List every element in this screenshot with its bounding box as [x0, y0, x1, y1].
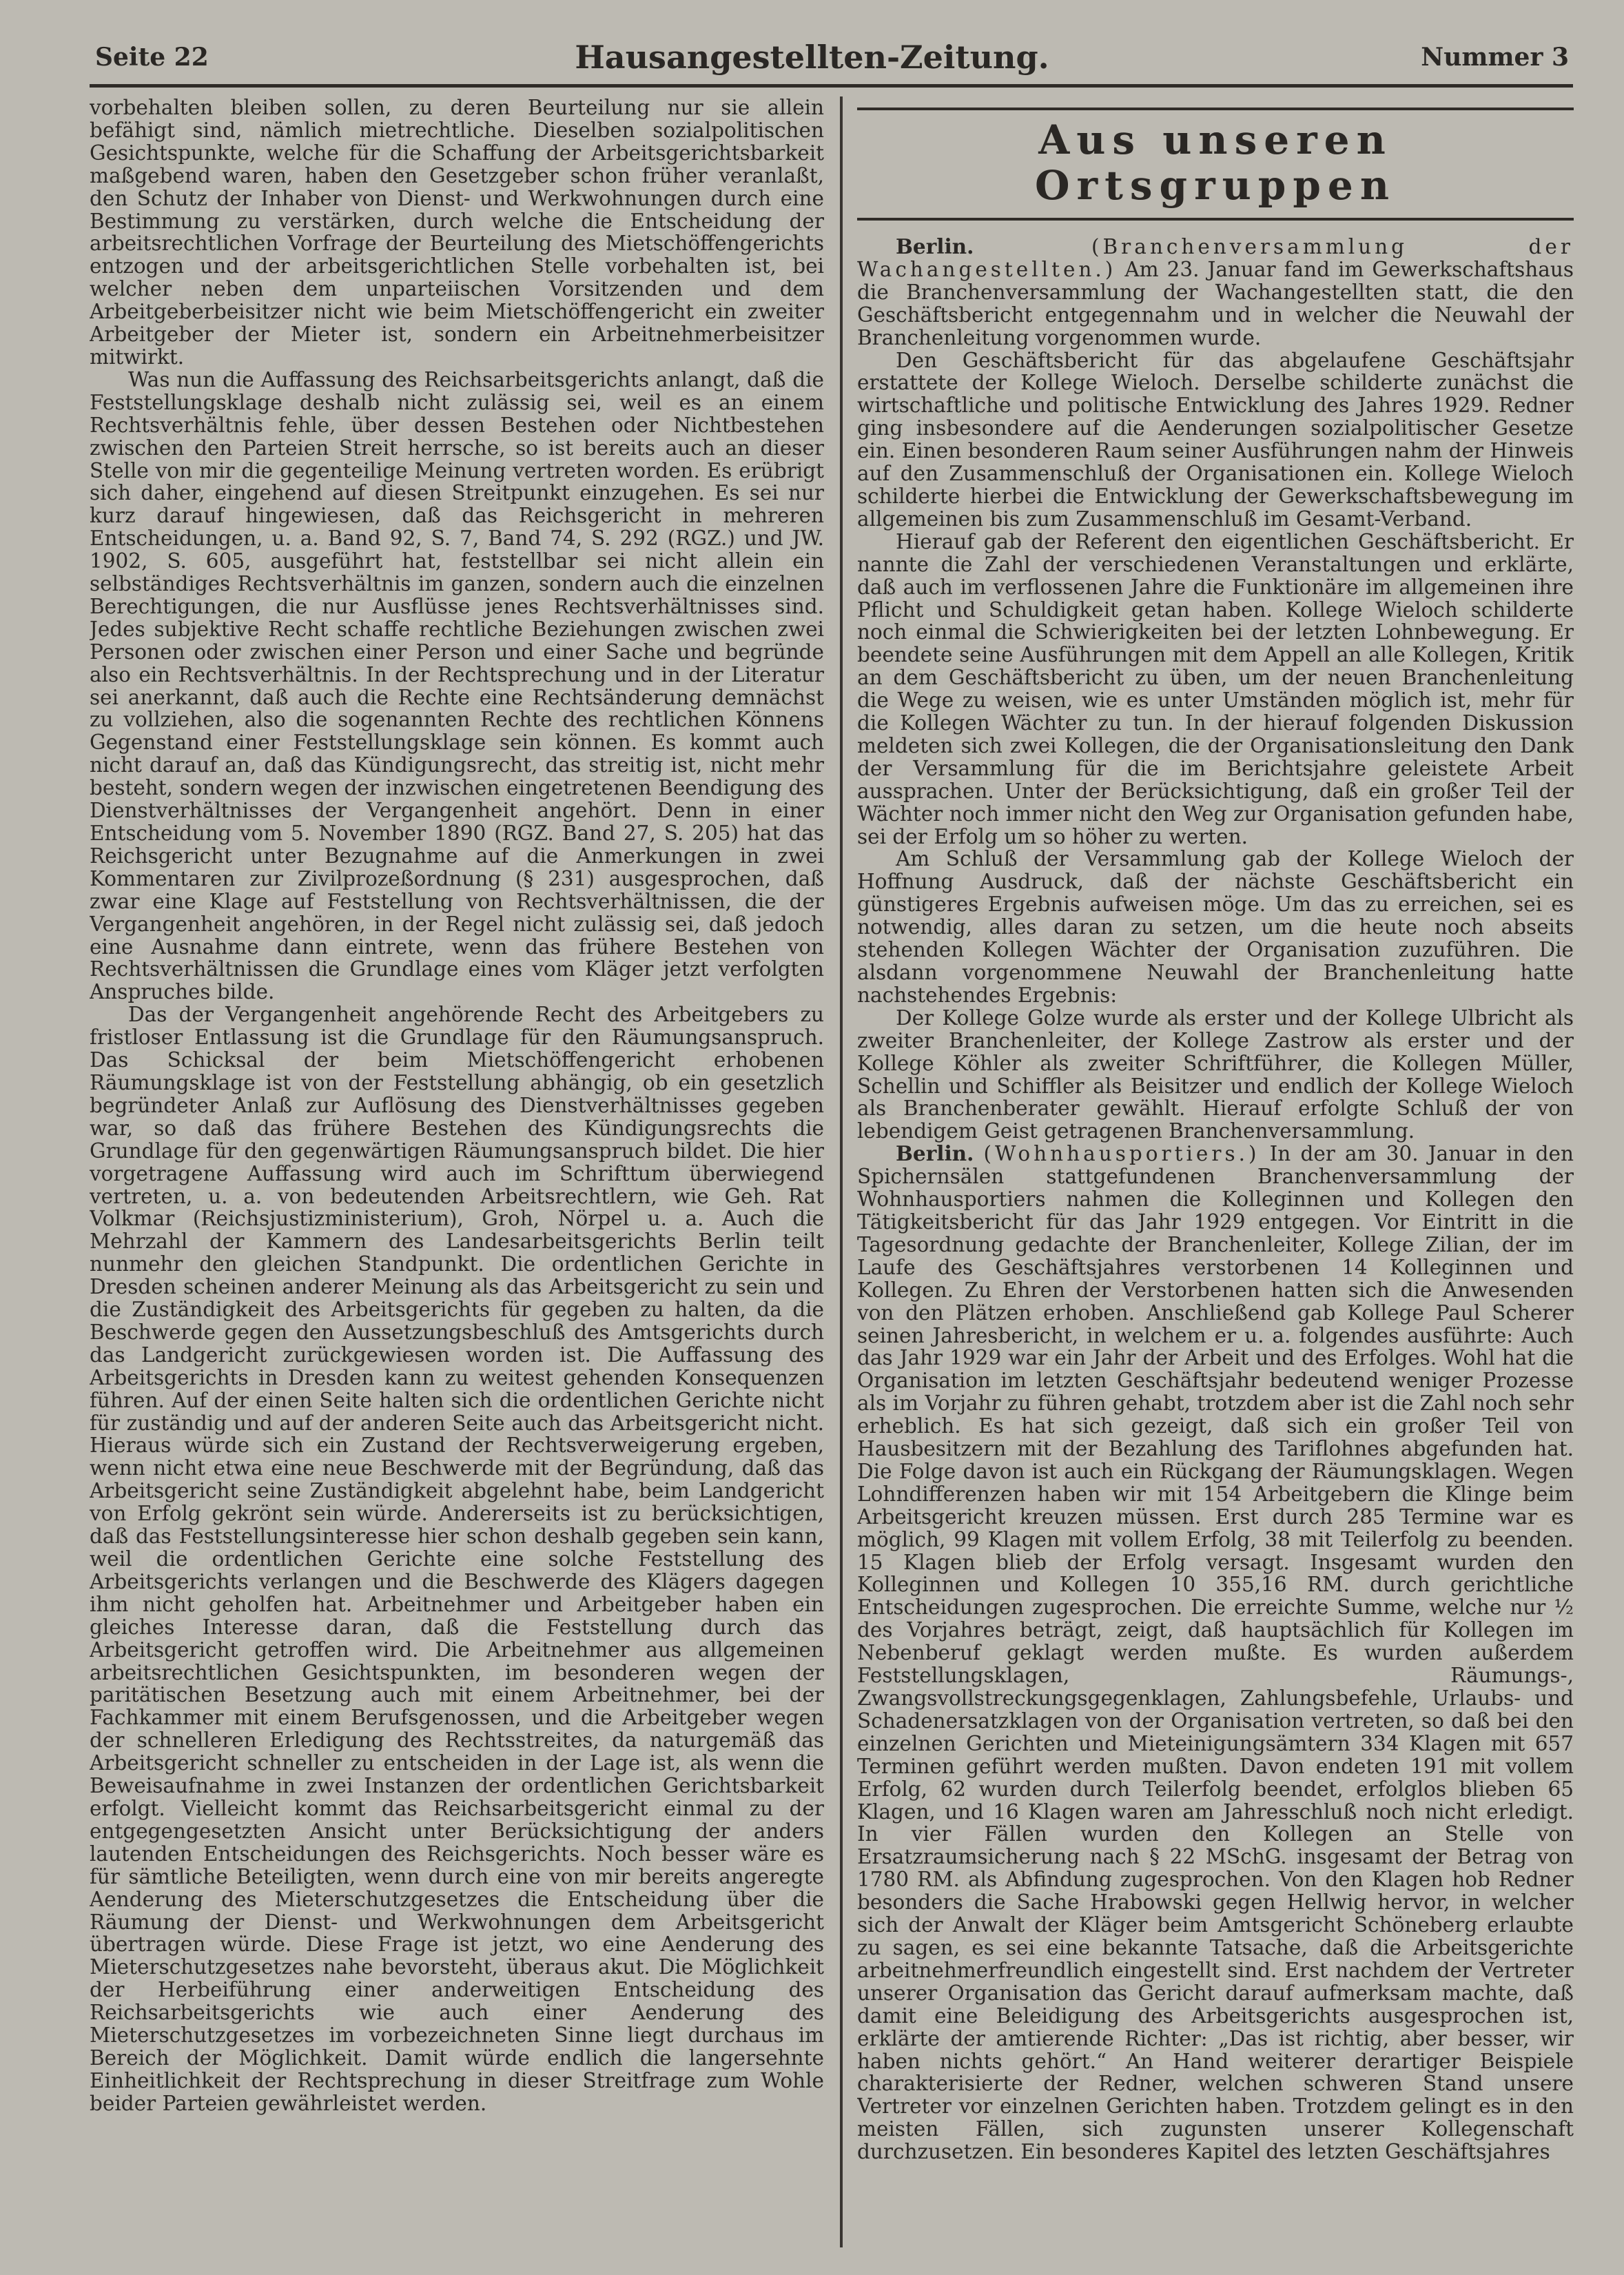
report-paragraph	[857, 848, 1574, 1006]
left-column	[90, 96, 824, 2267]
newspaper-title: Hausangestellten-Zeitung.	[575, 39, 1049, 76]
issue-number: Nummer 3	[1421, 43, 1569, 72]
article-paragraph: vorbehalten bleiben sollen, zu deren Beurteilung nur sie allein befähigt sind, nämlich mietrechtliche. Dieselben sozialpolitischen Gesichtspunkte, welche für die Schaffung der Arbeitsgerichtsbarkeit maßgebend waren, haben den Gesetzgeber schon früher veranlaßt, den Schutz der Inhaber von Dienst- und Werkwohnungen durch eine Bestimmung zu verstärken, durch welche die Entscheidung der arbeitsrechtlichen Vorfrage der Beurteilung des Mietschöffengerichts entzogen und der arbeitsgerichtlichen Stelle vorbehalten ist, bei welcher neben dem unparteiischen Vorsitzenden und dem Arbeitgeberbeisitzer nicht wie beim Mietschöffengericht ein zweiter Arbeitgeber der Mieter ist, sondern ein Arbeitnehmerbeisitzer mitwirkt.	[90, 96, 824, 369]
report-paragraph	[857, 1007, 1574, 1143]
report-paragraph	[857, 531, 1574, 848]
report-city: Berlin.	[896, 234, 974, 258]
report-text: Der Kollege Golze wurde als erster und der Kollege Ulbricht als zweiter Branchenleiter, der Kollege Zastrow als erster und der Kollege Köhler als zweiter Schriftführer, die Kollegen Müller, Schellin und Schiffler als Beisitzer und endlich der Kollege Wieloch als Branchenberater gewählt. Hierauf erfolgte Schluß der von lebendigem Geist getragenen Branchenversammlung.	[857, 1006, 1574, 1143]
report-text: Am Schluß der Versammlung gab der Kollege Wieloch der Hoffnung Ausdruck, daß der nächste Geschäftsbericht ein günstigeres Ergebnis aufweisen möge. Um das zu erreichen, sei es notwendig, alles daran zu setzen, um die heute noch abseits stehenden Kollegen Wächter der Organisation zuzuführen. Die alsdann vorgenommene Neuwahl der Branchenleitung hatte nachstehendes Ergebnis:	[857, 847, 1574, 1007]
report-text: Den Geschäftsbericht für das abgelaufene Geschäftsjahr erstattete der Kollege Wieloch. Derselbe schilderte zunächst die wirtschaftliche und politische Entwicklung des Jahres 1929. Redner ging insbesondere auf die Aenderungen sozialpolitischer Gesetze ein. Einen besonderen Raum seiner Ausführungen nahm der Hinweis auf den Zusammenschluß der Organisationen ein. Kollege Wieloch schilderte hierbei die Entwicklung der Gewerkschaftsbewegung im allgemeinen bis zum Zusammenschluß im Gesamt-Verband.	[857, 348, 1574, 531]
header-rule	[90, 84, 1573, 88]
right-column	[857, 96, 1574, 2267]
report-city: Berlin.	[896, 1141, 974, 1166]
page-number: Seite 22	[95, 43, 209, 72]
report-text: In der am 30. Januar in den Spichernsälen stattgefundenen Branchenversammlung der Wohnhausportiers nahmen die Kolleginnen und Kollegen den Tätigkeitsbericht für das Jahr 1929 entgegen. Vor Eintritt in die Tagesordnung gedachte der Branchenleiter, Kollege Zilian, der im Laufe des Geschäftsjahres verstorbenen 14 Kolleginnen und Kollegen. Zu Ehren der Verstorbenen hatten sich die Anwesenden von den Plätzen erhoben. Anschließend gab Kollege Paul Scherer seinen Jahresbericht, in welchem er u. a. folgendes ausführte: Auch das Jahr 1929 war ein Jahr der Arbeit und des Erfolges. Wohl hat die Organisation im letzten Geschäftsjahr bedeutend weniger Prozesse als im Vorjahr zu führen gehabt, trotzdem aber ist die Zahl noch sehr erheblich. Es hat sich gezeigt, daß sich ein großer Teil von Hausbesitzern mit der Bezahlung des Tariflohnes abgefunden hat. Die Folge davon ist auch ein Rückgang der Räumungsklagen. Wegen Lohndifferenzen haben wir mit 154 Arbeitgebern die Klinge beim Arbeitsgericht kreuzen müssen. Erst durch 285 Termine war es möglich, 99 Klagen mit vollem Erfolg, 38 mit Teilerfolg zu beenden. 15 Klagen blieb der Erfolg versagt. Insgesamt wurden den Kolleginnen und Kollegen 10 355,16 RM. durch gerichtliche Entscheidungen zugesprochen. Die erreichte Summe, welche nur ½ des Vorjahres beträgt, zeigt, daß hauptsächlich für Kollegen im Nebenberuf geklagt werden mußte. Es wurden außerdem Feststellungsklagen, Räumungs-, Zwangsvollstreckungsgegenklagen, Zahlungsbefehle, Urlaubs- und Schadenersatzklagen von der Organisation vertreten, so daß bei den einzelnen Gerichten und Mieteinigungsämtern 334 Klagen mit 657 Terminen geführt werden mußten. Davon endeten 191 mit vollem Erfolg, 62 wurden durch Teilerfolg beendet, erfolglos blieben 65 Klagen, und 16 Klagen waren am Jahresschluß noch nicht erledigt. In vier Fällen wurden den Kollegen an Stelle von Ersatzraumsicherung nach § 22 MSchG. insgesamt der Betrag von 1780 RM. als Abfindung zugesprochen. Von den Klagen hob Redner besonders die Sache Hrabowski gegen Hellwig hervor, in welcher sich der Anwalt der Kläger beim Amtsgericht Schöneberg erlaubte zu sagen, es sei eine bekannte Tatsache, daß die Arbeitsgerichte arbeitnehmerfreundlich eingestellt sind. Erst nachdem der Vertreter unserer Organisation das Gericht darauf aufmerksam machte, daß damit eine Beleidigung des Arbeitsgerichts ausgesprochen ist, erklärte der amtierende Richter: „Das ist richtig, aber besser, wir haben nichts gehört.“ An Hand weiterer derartiger Beispiele charakterisierte der Redner, welchen schweren Stand unsere Vertreter vor einzelnen Gerichten haben. Trotzdem gelingt es in den meisten Fällen, sich zugunsten unserer Kollegenschaft durchzusetzen. Ein besonderes Kapitel des letzten Geschäftsjahres	[857, 1142, 1574, 2164]
article-paragraph: Was nun die Auffassung des Reichsarbeitsgerichts anlangt, daß die Feststellungsklage deshalb nicht zulässig sei, weil es an einem Rechtsverhältnis fehle, über dessen Bestehen oder Nichtbestehen zwischen den Parteien Streit herrsche, so ist bereits auch an dieser Stelle von mir die gegenteilige Meinung vertreten worden. Es erübrigt sich daher, eingehend auf diesen Streitpunkt einzugehen. Es sei nur kurz darauf hingewiesen, daß das Reichsgericht in mehreren Entscheidungen, u. a. Band 92, S. 7, Band 74, S. 292 (RGZ.) und JW. 1902, S. 605, ausgeführt hat, feststellbar sei nicht allein ein selbständiges Rechtsverhältnis im ganzen, sondern auch die einzelnen Berechtigungen, die nur Ausflüsse jenes Rechtsverhältnisses sind. Jedes subjektive Recht schaffe rechtliche Beziehungen zwischen zwei Personen oder zwischen einer Person und einer Sache und begründe also ein Rechtsverhältnis. In der Rechtsprechung und in der Literatur sei anerkannt, daß auch die Rechte eine Rechtsänderung demnächst zu vollziehen, also die sogenannten Rechte des rechtlichen Könnens Gegenstand einer Feststellungsklage sein können. Es kommt auch nicht darauf an, daß das Kündigungsrecht, das streitig ist, nicht mehr besteht, sondern wegen der inzwischen eingetretenen Beendigung des Dienstverhältnisses der Vergangenheit angehört. Denn in einer Entscheidung vom 5. November 1890 (RGZ. Band 27, S. 205) hat das Reichsgericht unter Bezugnahme auf die Anmerkungen in zwei Kommentaren zur Zivilprozeßordnung (§ 231) ausgesprochen, daß zwar eine Klage auf Feststellung von Rechtsverhältnissen, die der Vergangenheit angehören, in der Regel nicht zulässig sei, daß jedoch eine Ausnahme dann eintrete, wenn das frühere Bestehen von Rechtsverhältnissen die Grundlage eines vom Kläger jetzt verfolgten Anspruches bilde.	[90, 367, 824, 1004]
column-divider	[840, 96, 843, 2247]
report-subtitle: (Branchenversammlung der Wachangestellten.)	[857, 235, 1574, 281]
report-paragraph	[857, 236, 1574, 349]
report-subtitle: (Wohnhausportiers.)	[983, 1142, 1260, 1166]
report-paragraph	[857, 349, 1574, 531]
article-paragraph: Das der Vergangenheit angehörende Recht des Arbeitgebers zu fristloser Entlassung ist die Grundlage für den Räumungsanspruch. Das Schicksal der beim Mietschöffengericht erhobenen Räumungsklage ist von der Feststellung abhängig, ob ein gesetzlich begründeter Anlaß zur Auflösung des Dienstverhältnisses gegeben war, so daß das frühere Bestehen des Kündigungsrechts die Grundlage für den gegenwärtigen Räumungsanspruch bildet. Die hier vorgetragene Auffassung wird auch im Schrifttum überwiegend vertreten, u. a. von bedeutenden Arbeitsrechtlern, wie Geh. Rat Volkmar (Reichsjustizministerium), Groh, Nörpel u. a. Auch die Mehrzahl der Kammern des Landesarbeitsgerichts Berlin teilt nunmehr den gleichen Standpunkt. Die ordentlichen Gerichte in Dresden scheinen anderer Meinung als das Arbeitsgericht zu sein und die Zuständigkeit des Arbeitsgerichts für gegeben zu halten, da die Beschwerde gegen den Aussetzungsbeschluß des Amtsgerichts durch das Landgericht zurückgewiesen worden ist. Die Auffassung des Arbeitsgerichts in Dresden kann zu weitest gehenden Konsequenzen führen. Auf der einen Seite halten sich die ordentlichen Gerichte nicht für zuständig und auf der anderen Seite auch das Arbeitsgericht nicht. Hieraus würde sich ein Zustand der Rechtsverweigerung ergeben, wenn nicht etwa eine neue Beschwerde mit der Begründung, daß das Arbeitsgericht seine Zuständigkeit abgelehnt habe, beim Landgericht von Erfolg gekrönt sein würde. Andererseits ist zu berücksichtigen, daß das Feststellungsinteresse hier schon deshalb gegeben sein kann, weil die ordentlichen Gerichte eine solche Feststellung des Arbeitsgerichts verlangen und die Beschwerde des Klägers dagegen ihm nicht geholfen hat. Arbeitnehmer und Arbeitgeber haben ein gleiches Interesse daran, daß die Feststellung durch das Arbeitsgericht getroffen wird. Die Arbeitnehmer aus allgemeinen arbeitsrechtlichen Gesichtspunkten, im besonderen wegen der paritätischen Besetzung auch mit einem Arbeitnehmer, bei der Fachkammer mit einem Berufsgenossen, und die Arbeitgeber wegen der schnelleren Erledigung des Rechtsstreites, da naturgemäß das Arbeitsgericht schneller zu entscheiden in der Lage ist, als wenn die Beweisaufnahme in zwei Instanzen der ordentlichen Gerichtsbarkeit erfolgt. Vielleicht kommt das Reichsarbeitsgericht einmal zu der entgegengesetzten Ansicht unter Berücksichtigung der anders lautenden Entscheidungen des Reichsgerichts. Noch besser wäre es für sämtliche Beteiligten, wenn durch eine von mir bereits angeregte Aenderung des Mieterschutzgesetzes die Entscheidung über die Räumung der Dienst- und Werkwohnungen dem Arbeitsgericht übertragen würde. Diese Frage ist jetzt, wo eine Aenderung des Mieterschutzgesetzes nahe bevorsteht, überaus akut. Die Möglichkeit der Herbeiführung einer anderweitigen Entscheidung des Reichsarbeitsgerichts wie auch einer Aenderung des Mieterschutzgesetzes im vorbezeichneten Sinne liegt durchaus im Bereich der Möglichkeit. Damit würde endlich die langersehnte Einheitlichkeit der Rechtsprechung in dieser Streitfrage zum Wohle beider Parteien gewährleistet werden.	[90, 1003, 824, 2115]
section-heading: Aus unseren Ortsgruppen	[857, 108, 1574, 221]
report-text: Am 23. Januar fand im Gewerkschaftshaus die Branchenversammlung der Wachangestellten statt, die den Geschäftsbericht entgegennahm und in welcher die Neuwahl der Branchenleitung vorgenommen wurde.	[857, 257, 1574, 349]
report-paragraph	[857, 1143, 1574, 2163]
report-text: Hierauf gab der Referent den eigentlichen Geschäftsbericht. Er nannte die Zahl der verschiedenen Veranstaltungen und erklärte, daß auch im verflossenen Jahre die Funktionäre im allgemeinen ihre Pflicht und Schuldigkeit getan haben. Kollege Wieloch schilderte noch einmal die Schwierigkeiten bei der letzten Lohnbewegung. Er beendete seine Ausführungen mit dem Appell an alle Kollegen, Kritik an dem Geschäftsbericht zu üben, um der neuen Branchenleitung die Wege zu weisen, wie es unter Umständen möglich ist, mehr für die Kollegen Wächter zu tun. In der hierauf folgenden Diskussion meldeten sich zwei Kollegen, die der Organisationsleitung den Dank der Versammlung für die im Berichtsjahre geleistete Arbeit aussprachen. Unter der Berücksichtigung, daß ein großer Teil der Wächter noch immer nicht den Weg zur Organisation gefunden habe, sei der Erfolg um so höher zu werten.	[857, 529, 1574, 848]
